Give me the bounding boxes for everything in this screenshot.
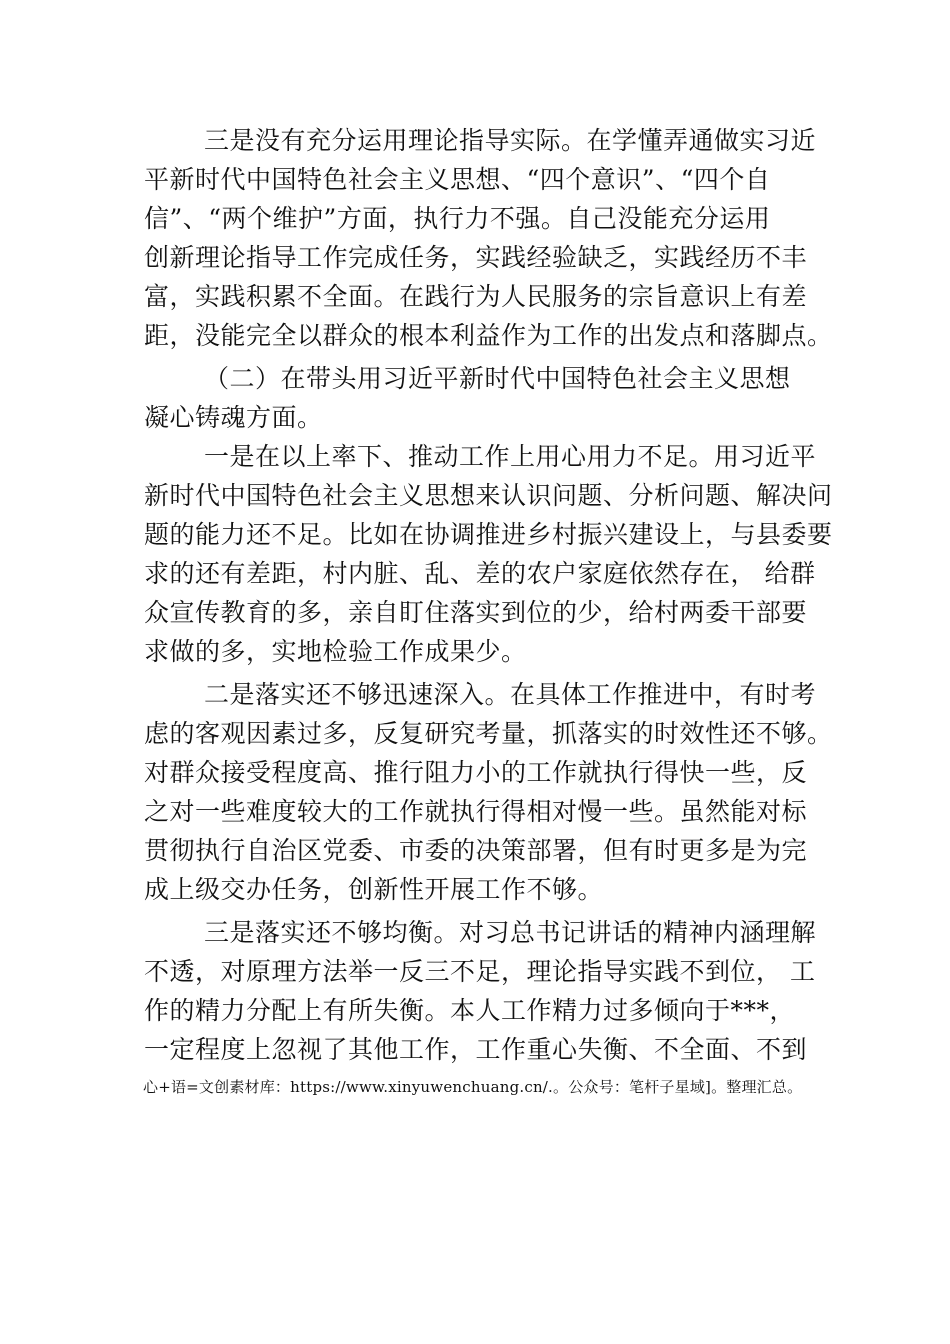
text-line: 不透，对原理方法举一反三不足，理论指导实践不到位， 工 — [144, 957, 816, 986]
text-line: 创新理论指导工作完成任务，实践经验缺乏，实践经历不丰 — [144, 243, 808, 272]
text-line: 二是落实还不够迅速深入。在具体工作推进中，有时考 — [204, 680, 817, 709]
text-line: 求的还有差距，村内脏、乱、差的农户家庭依然存在， 给群 — [144, 559, 816, 588]
text-line: 众宣传教育的多，亲自盯住落实到位的少，给村两委干部要 — [144, 598, 808, 627]
text-line: 虑的客观因素过多，反复研究考量，抓落实的时效性还不够。 — [144, 719, 833, 748]
text-line: 成上级交办任务，创新性开展工作不够。 — [144, 875, 604, 904]
text-line: 三是没有充分运用理论指导实际。在学懂弄通做实习近 — [204, 126, 817, 155]
source-footer: 心+语=文创素材库：https://www.xinyuwenchuang.cn/.。公众号：笔杆子星域]。整理汇总。 — [143, 1078, 803, 1096]
text-line: 一定程度上忽视了其他工作，工作重心失衡、不全面、不到 — [144, 1035, 808, 1064]
section-heading-continued: 凝心铸魂方面。 — [144, 403, 323, 432]
text-line: 贯彻执行自治区党委、市委的决策部署，但有时更多是为完 — [144, 836, 808, 865]
text-line: 信”、“两个维护”方面，执行力不强。自己没能充分运用 — [144, 204, 771, 233]
text-line: 一是在以上率下、推动工作上用心用力不足。用习近平 — [204, 442, 817, 471]
section-heading: （二）在带头用习近平新时代中国特色社会主义思想 — [204, 364, 791, 393]
text-line: 距，没能完全以群众的根本利益作为工作的出发点和落脚点。 — [144, 321, 833, 350]
text-line: 作的精力分配上有所失衡。本人工作精力过多倾向于***， — [144, 996, 796, 1025]
text-line: 三是落实还不够均衡。对习总书记讲话的精神内涵理解 — [204, 918, 817, 947]
text-line: 富，实践积累不全面。在践行为人民服务的宗旨意识上有差 — [144, 282, 808, 311]
text-line: 对群众接受程度高、推行阻力小的工作就执行得快一些，反 — [144, 758, 808, 787]
text-line: 之对一些难度较大的工作就执行得相对慢一些。虽然能对标 — [144, 797, 808, 826]
text-line: 题的能力还不足。比如在协调推进乡村振兴建设上，与县委要 — [144, 520, 833, 549]
text-line: 新时代中国特色社会主义思想来认识问题、分析问题、解决问 — [144, 481, 833, 510]
text-line: 平新时代中国特色社会主义思想、“四个意识”、“四个自 — [144, 165, 771, 194]
text-line: 求做的多，实地检验工作成果少。 — [144, 637, 527, 666]
